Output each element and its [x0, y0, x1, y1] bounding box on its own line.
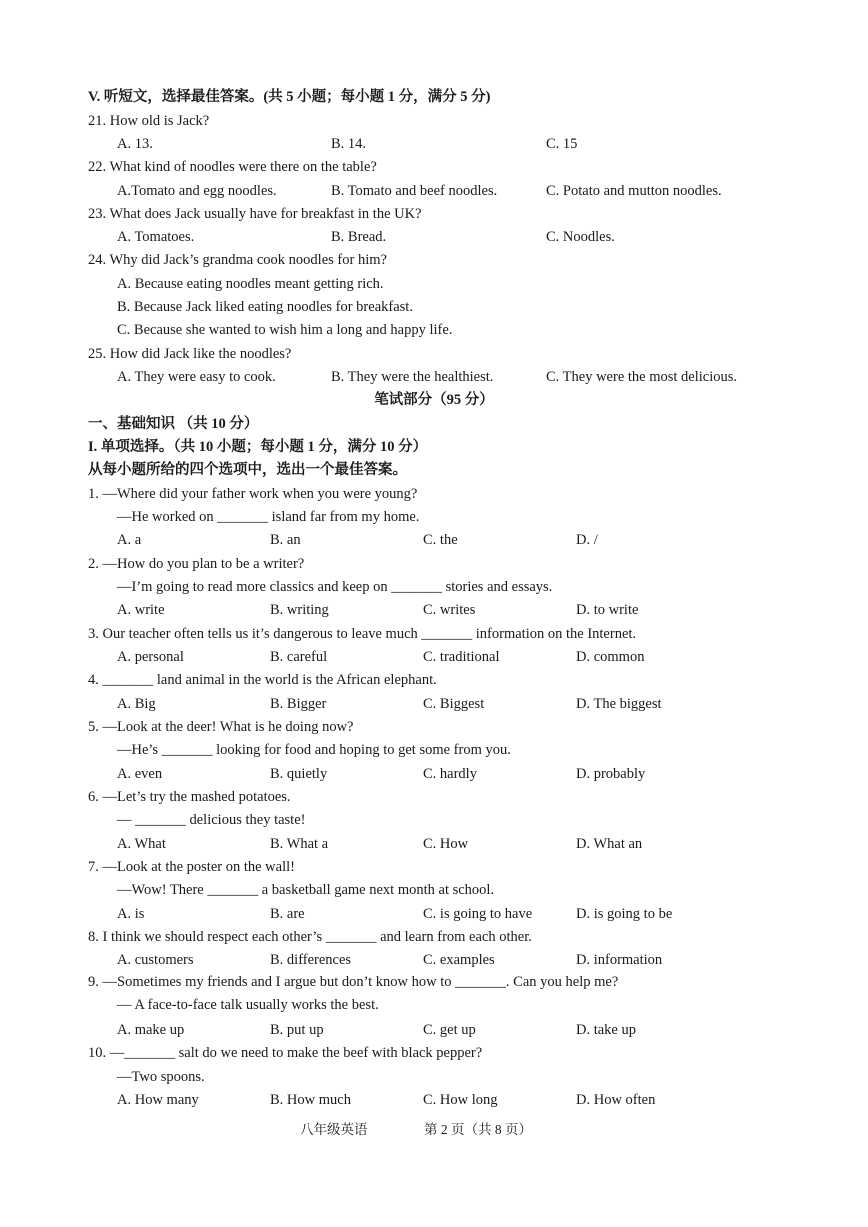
question-stem: 23. What does Jack usually have for breakfast in the UK?	[88, 206, 422, 222]
option: A. Because eating noodles meant getting rich.	[117, 276, 384, 292]
option: C. Biggest	[423, 696, 485, 712]
option: C. 15	[546, 136, 578, 152]
option: B. Because Jack liked eating noodles for breakfast.	[117, 299, 413, 315]
question-stem: 6. —Let’s try the mashed potatoes.	[88, 789, 291, 805]
option: C. is going to have	[423, 906, 533, 922]
option: B. 14.	[331, 136, 367, 152]
option: C. How	[423, 836, 469, 852]
written-part-title: 笔试部分（95 分）	[374, 392, 494, 408]
option: C. hardly	[423, 766, 477, 782]
option: C. writes	[423, 602, 476, 618]
option: D. /	[576, 532, 598, 548]
option: B. differences	[270, 952, 352, 968]
option: A. How many	[117, 1092, 199, 1108]
option: A. Big	[117, 696, 156, 712]
option: C. Noodles.	[546, 229, 615, 245]
option: C. get up	[423, 1022, 476, 1038]
question-stem: 3. Our teacher often tells us it’s dangerous to leave much _______ information on the Internet.	[88, 626, 637, 642]
option: D. take up	[576, 1022, 636, 1038]
option: B. How much	[270, 1092, 351, 1108]
instruction: 从每小题所给的四个选项中，选出一个最佳答案。	[88, 462, 407, 478]
question-stem-line2: — A face-to-face talk usually works the best.	[117, 997, 379, 1013]
option: B. writing	[270, 602, 329, 618]
option: A. What	[117, 836, 166, 852]
option: B. careful	[270, 649, 328, 665]
question-stem: 22. What kind of noodles were there on the table?	[88, 159, 377, 175]
option: D. probably	[576, 766, 646, 782]
option: D. The biggest	[576, 696, 662, 712]
section-v-heading: V. 听短文，选择最佳答案。(共 5 小题；每小题 1 分，满分 5 分)	[88, 89, 491, 105]
question-stem: 2. —How do you plan to be a writer?	[88, 556, 305, 572]
question-stem: 10. —_______ salt do we need to make the beef with black pepper?	[88, 1045, 483, 1061]
option: A. a	[117, 532, 142, 548]
option: A. They were easy to cook.	[117, 369, 276, 385]
option: D. common	[576, 649, 645, 665]
option: A. write	[117, 602, 165, 618]
option: D. to write	[576, 602, 639, 618]
option: B. quietly	[270, 766, 328, 782]
footer-page-number: 第 2 页（共 8 页）	[424, 1122, 532, 1137]
question-stem: 21. How old is Jack?	[88, 113, 210, 129]
option: A. Tomatoes.	[117, 229, 195, 245]
option: A. is	[117, 906, 145, 922]
option: B. Bread.	[331, 229, 387, 245]
question-stem: 7. —Look at the poster on the wall!	[88, 859, 295, 875]
option: C. How long	[423, 1092, 498, 1108]
option: A.Tomato and egg noodles.	[117, 183, 277, 199]
section-one-heading: 一、基础知识 （共 10 分）	[88, 416, 259, 432]
footer-subject: 八年级英语	[300, 1122, 368, 1137]
option: D. What an	[576, 836, 643, 852]
option: B. They were the healthiest.	[331, 369, 494, 385]
option: B. What a	[270, 836, 329, 852]
option: C. Potato and mutton noodles.	[546, 183, 722, 199]
option: C. examples	[423, 952, 495, 968]
option: A. personal	[117, 649, 184, 665]
option: A. even	[117, 766, 163, 782]
option: D. information	[576, 952, 663, 968]
option: B. are	[270, 906, 305, 922]
question-stem-line2: —He worked on _______ island far from my home.	[117, 509, 420, 525]
question-stem: 25. How did Jack like the noodles?	[88, 346, 292, 362]
question-stem: 5. —Look at the deer! What is he doing now?	[88, 719, 354, 735]
option: B. Bigger	[270, 696, 327, 712]
question-stem-line2: —Two spoons.	[117, 1069, 205, 1085]
option: A. customers	[117, 952, 194, 968]
option: C. the	[423, 532, 458, 548]
option: C. Because she wanted to wish him a long and happy life.	[117, 322, 453, 338]
option: C. They were the most delicious.	[546, 369, 738, 385]
question-stem-line2: —I’m going to read more classics and keep on _______ stories and essays.	[117, 579, 553, 595]
option: C. traditional	[423, 649, 500, 665]
option: B. put up	[270, 1022, 324, 1038]
option: D. is going to be	[576, 906, 673, 922]
question-stem: 1. —Where did your father work when you were young?	[88, 486, 418, 502]
question-stem-line2: —Wow! There _______ a basketball game next month at school.	[117, 882, 495, 898]
option: A. make up	[117, 1022, 185, 1038]
option: D. How often	[576, 1092, 656, 1108]
option: B. Tomato and beef noodles.	[331, 183, 498, 199]
option: B. an	[270, 532, 301, 548]
question-stem: 4. _______ land animal in the world is the African elephant.	[88, 672, 437, 688]
question-stem: 9. —Sometimes my friends and I argue but don’t know how to _______. Can you help me?	[88, 974, 619, 990]
question-stem: 8. I think we should respect each other’s _______ and learn from each other.	[88, 929, 532, 945]
option: A. 13.	[117, 136, 153, 152]
question-stem-line2: —He’s _______ looking for food and hoping to get some from you.	[117, 742, 511, 758]
question-stem: 24. Why did Jack’s grandma cook noodles for him?	[88, 252, 387, 268]
section-i-heading: I. 单项选择。（共 10 小题；每小题 1 分，满分 10 分）	[88, 439, 428, 455]
question-stem-line2: — _______ delicious they taste!	[117, 812, 306, 828]
